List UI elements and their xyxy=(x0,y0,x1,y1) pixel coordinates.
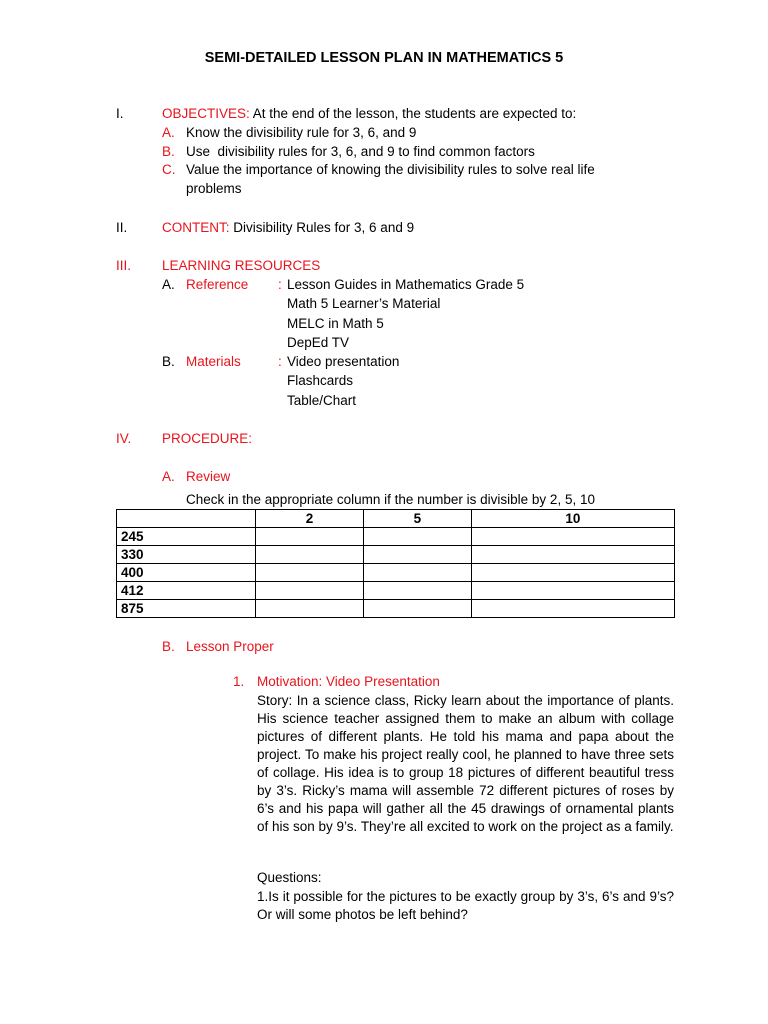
review-letter: A. xyxy=(162,469,175,484)
table-cell[interactable] xyxy=(363,546,471,564)
review-heading: Review xyxy=(186,469,231,484)
objective-letter-c: C. xyxy=(162,162,176,177)
content-text: Divisibility Rules for 3, 6 and 9 xyxy=(233,220,415,235)
table-row-number: 875 xyxy=(117,600,256,618)
content-line xyxy=(162,220,414,235)
reference-colon: : xyxy=(278,277,282,292)
table-cell[interactable] xyxy=(471,528,674,546)
table-row xyxy=(117,582,675,600)
table-cell[interactable] xyxy=(256,546,364,564)
resources-numeral: III. xyxy=(116,258,132,273)
materials-item: Video presentation xyxy=(287,354,400,369)
resources-heading: LEARNING RESOURCES xyxy=(162,258,321,273)
objective-b: Use divisibility rules for 3, 6, and 9 to find common factors xyxy=(186,144,535,159)
table-cell[interactable] xyxy=(256,528,364,546)
procedure-heading: PROCEDURE: xyxy=(162,431,253,446)
review-instruction: Check in the appropriate column if the number is divisible by 2, 5, 10 xyxy=(186,492,595,507)
review-table xyxy=(116,509,675,618)
materials-item: Table/Chart xyxy=(287,393,357,408)
content-numeral: II. xyxy=(116,220,128,235)
table-row xyxy=(117,564,675,582)
table-cell[interactable] xyxy=(363,582,471,600)
table-header-cell: 5 xyxy=(363,510,471,528)
objectives-line xyxy=(162,106,576,121)
reference-label: Reference xyxy=(186,277,249,292)
page-title: SEMI-DETAILED LESSON PLAN IN MATHEMATICS 5 xyxy=(204,50,564,66)
procedure-numeral: IV. xyxy=(116,431,132,446)
reference-item: DepEd TV xyxy=(287,335,350,350)
table-cell[interactable] xyxy=(471,564,674,582)
table-cell[interactable] xyxy=(363,564,471,582)
questions-label: Questions: xyxy=(257,870,322,885)
table-cell[interactable] xyxy=(471,546,674,564)
content-heading: CONTENT: xyxy=(162,220,230,235)
lesson-proper-heading: Lesson Proper xyxy=(186,639,274,654)
table-row xyxy=(117,546,675,564)
table-cell[interactable] xyxy=(363,600,471,618)
objective-letter-b: B. xyxy=(162,144,175,159)
table-cell[interactable] xyxy=(471,582,674,600)
reference-letter: A. xyxy=(162,277,175,292)
table-row-number: 412 xyxy=(117,582,256,600)
objectives-intro: At the end of the lesson, the students are expected to: xyxy=(252,106,577,121)
objective-a: Know the divisibility rule for 3, 6, and 9 xyxy=(186,125,417,140)
table-cell[interactable] xyxy=(471,600,674,618)
objectives-numeral: I. xyxy=(116,106,124,121)
motivation-heading: Motivation: Video Presentation xyxy=(257,674,440,689)
reference-item: Math 5 Learner’s Material xyxy=(287,296,441,311)
table-header-cell: 10 xyxy=(471,510,674,528)
table-row xyxy=(117,528,675,546)
materials-letter: B. xyxy=(162,354,175,369)
table-row-number: 330 xyxy=(117,546,256,564)
motivation-number: 1. xyxy=(233,674,245,689)
table-row xyxy=(117,600,675,618)
table-header-cell xyxy=(117,510,256,528)
table-row-number: 400 xyxy=(117,564,256,582)
reference-item: MELC in Math 5 xyxy=(287,316,384,331)
materials-colon: : xyxy=(278,354,282,369)
objective-letter-a: A. xyxy=(162,125,175,140)
table-cell[interactable] xyxy=(256,582,364,600)
reference-item: Lesson Guides in Mathematics Grade 5 xyxy=(287,277,525,292)
lesson-proper-letter: B. xyxy=(162,639,175,654)
table-row-number: 245 xyxy=(117,528,256,546)
table-cell[interactable] xyxy=(363,528,471,546)
question-1: 1.Is it possible for the pictures to be exactly group by 3’s, 6’s and 9’s? Or will some photos be left behind? xyxy=(257,889,674,922)
table-header-row xyxy=(117,510,675,528)
motivation-story: Story: In a science class, Ricky learn about the importance of plants. His science teacher assigned them to make an album with collage pictures of different plants. He told his mama and papa about the project. To make his project really cool, he planned to have three sets of collage. His idea is to group 18 pictures of different beautiful tress by 3’s. Ricky’s mama will assemble 72 different pictures of roses by 6’s and his papa will gather all the 45 drawings of ornamental plants of his son by 9’s. They’re all excited to work on the project as a family. xyxy=(257,693,674,834)
table-cell[interactable] xyxy=(256,600,364,618)
objective-c-continued: problems xyxy=(186,181,242,196)
objectives-heading: OBJECTIVES: xyxy=(162,106,250,121)
materials-item: Flashcards xyxy=(287,373,354,388)
table-header-cell: 2 xyxy=(256,510,364,528)
table-cell[interactable] xyxy=(256,564,364,582)
materials-label: Materials xyxy=(186,354,241,369)
objective-c: Value the importance of knowing the divisibility rules to solve real life xyxy=(186,162,595,177)
